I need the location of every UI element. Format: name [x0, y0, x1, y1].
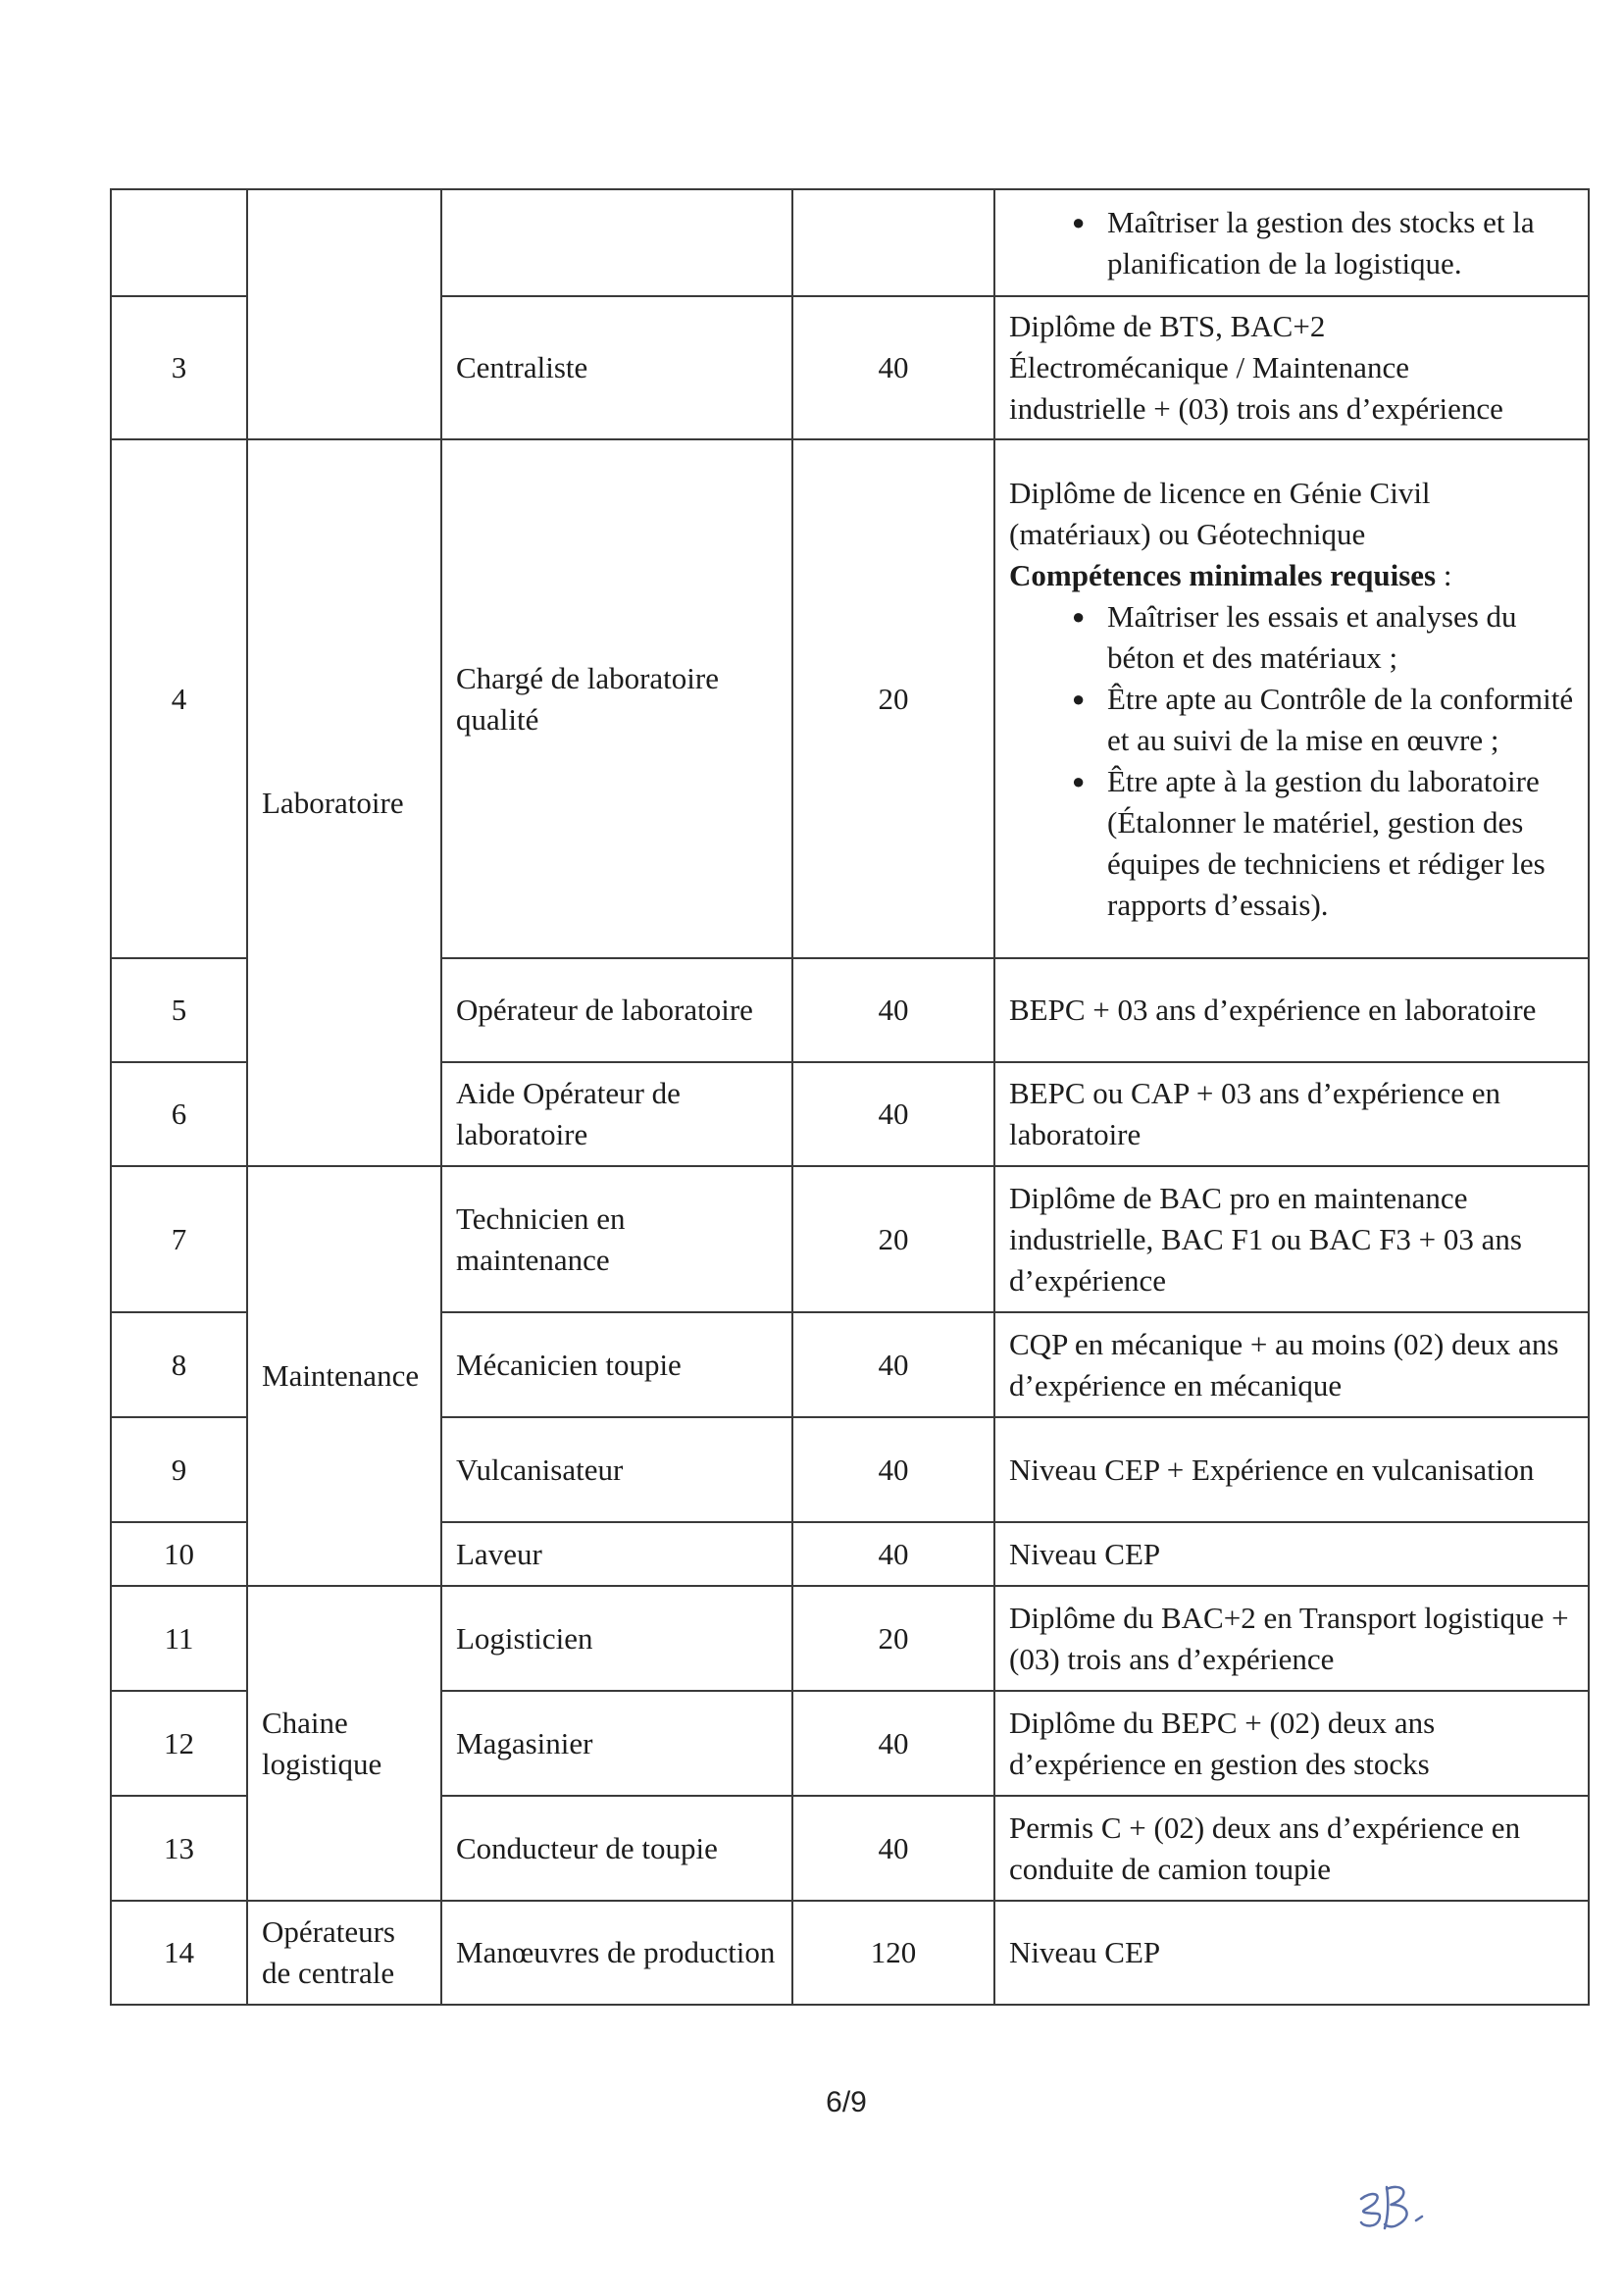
bullet-icon: ● — [1072, 768, 1086, 793]
position-count: 40 — [792, 296, 994, 439]
list-item — [1009, 202, 1574, 284]
competence-heading — [1009, 555, 1574, 596]
profile-cell — [994, 189, 1589, 296]
profile-line: Électromécanique / Maintenance — [1009, 350, 1409, 384]
bullet-icon: ● — [1072, 603, 1086, 629]
department-cell: Opérateurs de centrale — [247, 1901, 441, 2005]
row-number: 4 — [111, 439, 247, 958]
position-title: Mécanicien toupie — [441, 1312, 792, 1417]
row-number — [111, 189, 247, 296]
profile-line: industrielle + (03) trois ans d’expérience — [1009, 391, 1503, 426]
position-title: Laveur — [441, 1522, 792, 1586]
competence-text: Être apte à la gestion du laboratoire (Étalonner le matériel, gestion des équipes de techniciens et rédiger les rapports d’essais). — [1107, 763, 1546, 922]
competence-text: Maîtriser la gestion des stocks et la planification de la logistique. — [1107, 204, 1535, 280]
position-count: 40 — [792, 1417, 994, 1522]
table-row — [111, 189, 1589, 296]
competence-text: Être apte au Contrôle de la conformité et au suivi de la mise en œuvre ; — [1107, 681, 1574, 757]
list-item — [1009, 596, 1574, 679]
row-number: 6 — [111, 1062, 247, 1166]
profile-cell: Niveau CEP — [994, 1522, 1589, 1586]
table-row — [111, 1901, 1589, 2005]
position-count: 40 — [792, 1796, 994, 1901]
row-number: 3 — [111, 296, 247, 439]
position-title: Manœuvres de production — [441, 1901, 792, 2005]
table-row — [111, 439, 1589, 958]
profile-line: Diplôme de BTS, BAC+2 — [1009, 309, 1326, 343]
position-title: Aide Opérateur de laboratoire — [441, 1062, 792, 1166]
department-cell: Maintenance — [247, 1166, 441, 1586]
row-number: 9 — [111, 1417, 247, 1522]
row-number: 14 — [111, 1901, 247, 2005]
position-count: 20 — [792, 1586, 994, 1691]
position-count — [792, 189, 994, 296]
position-title: Logisticien — [441, 1586, 792, 1691]
profile-cell: CQP en mécanique + au moins (02) deux ans d’expérience en mécanique — [994, 1312, 1589, 1417]
row-number: 12 — [111, 1691, 247, 1796]
row-number: 10 — [111, 1522, 247, 1586]
row-number: 5 — [111, 958, 247, 1062]
department-cell: Chaine logistique — [247, 1586, 441, 1901]
list-item — [1009, 761, 1574, 926]
profile-line: (matériaux) ou Géotechnique — [1009, 516, 1366, 551]
position-title: Vulcanisateur — [441, 1417, 792, 1522]
row-number: 11 — [111, 1586, 247, 1691]
signature-mark — [1353, 2177, 1442, 2236]
row-number: 7 — [111, 1166, 247, 1312]
profile-line: Diplôme de licence en Génie Civil — [1009, 475, 1431, 510]
profile-cell: Niveau CEP + Expérience en vulcanisation — [994, 1417, 1589, 1522]
position-count: 40 — [792, 1062, 994, 1166]
bullet-icon: ● — [1072, 209, 1086, 234]
profile-cell: Permis C + (02) deux ans d’expérience en conduite de camion toupie — [994, 1796, 1589, 1901]
bullet-icon: ● — [1072, 686, 1086, 711]
profile-cell: BEPC + 03 ans d’expérience en laboratoire — [994, 958, 1589, 1062]
profile-cell: Niveau CEP — [994, 1901, 1589, 2005]
competence-list — [1009, 596, 1574, 926]
positions-table — [110, 188, 1590, 2006]
profile-cell — [994, 296, 1589, 439]
page-number: 6/9 — [826, 2086, 867, 2118]
position-title: Opérateur de laboratoire — [441, 958, 792, 1062]
position-title: Magasinier — [441, 1691, 792, 1796]
position-count: 40 — [792, 1312, 994, 1417]
table-row — [111, 1166, 1589, 1312]
position-title: Chargé de laboratoire qualité — [441, 439, 792, 958]
position-count: 40 — [792, 958, 994, 1062]
row-number: 13 — [111, 1796, 247, 1901]
position-count: 20 — [792, 439, 994, 958]
profile-cell — [994, 439, 1589, 958]
list-item — [1009, 679, 1574, 761]
position-title: Technicien en maintenance — [441, 1166, 792, 1312]
department-cell — [247, 189, 441, 439]
position-count: 120 — [792, 1901, 994, 2005]
competence-text: Maîtriser les essais et analyses du béton et des matériaux ; — [1107, 598, 1517, 675]
position-title: Conducteur de toupie — [441, 1796, 792, 1901]
position-count: 40 — [792, 1522, 994, 1586]
profile-cell: Diplôme de BAC pro en maintenance industrielle, BAC F1 ou BAC F3 + 03 ans d’expérience — [994, 1166, 1589, 1312]
competence-list — [1009, 202, 1574, 284]
profile-cell: Diplôme du BEPC + (02) deux ans d’expérience en gestion des stocks — [994, 1691, 1589, 1796]
department-cell: Laboratoire — [247, 439, 441, 1166]
competence-heading-text: Compétences minimales requises — [1009, 557, 1437, 592]
competence-heading-colon: : — [1436, 557, 1452, 592]
position-count: 20 — [792, 1166, 994, 1312]
row-number: 8 — [111, 1312, 247, 1417]
position-count: 40 — [792, 1691, 994, 1796]
table-row — [111, 1586, 1589, 1691]
position-title — [441, 189, 792, 296]
profile-cell: BEPC ou CAP + 03 ans d’expérience en laboratoire — [994, 1062, 1589, 1166]
profile-cell: Diplôme du BAC+2 en Transport logistique + (03) trois ans d’expérience — [994, 1586, 1589, 1691]
position-title: Centraliste — [441, 296, 792, 439]
